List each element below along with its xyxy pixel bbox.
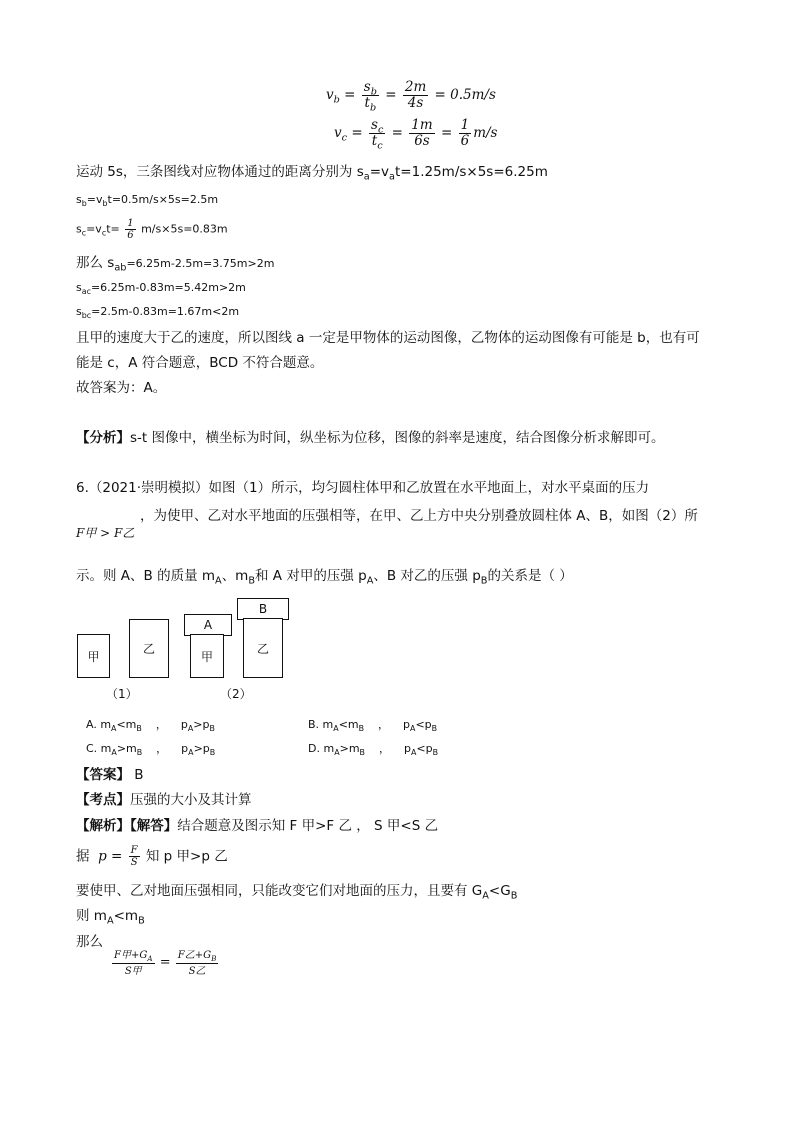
solution-analysis: 【解析】【解答】结合题意及图示知 F 甲>F 乙 ， S 甲<S 乙 [76, 818, 439, 834]
sb-line: $s_b=v_bt=0.5m/s\times 5s=2.5m$ [76, 193, 219, 209]
solution-equation: $\frac{F甲+G_A}{\text{S甲}}$ = $\frac{F乙+G_B}{\text{S乙}}$ [114, 950, 217, 977]
motion-line: 运动 5s，三条图线对应物体通过的距离分别为 $s_a=v_at=1.25m/s\times 5s=6.25m$ [76, 164, 548, 183]
cylinder-jia-fig2: 甲 [190, 634, 224, 678]
fraction-f-s: $\frac{F}{S}$ [130, 845, 138, 868]
formula-vc: $v_c$ = $\frac{s_c}{t_c}$ = $\frac{1m}{6s}$ = $\frac{1}{6}$ m/s [334, 117, 498, 152]
question-line-3: 示。则 A、B 的质量 $m_A$、$m_B$和 A 对甲的压强 $p_A$、B 对乙的压强 $p_B$的关系是（ ） [76, 568, 573, 587]
option-c[interactable]: C. $m_A>m_B$ ， $p_A>p_B$ [86, 742, 216, 758]
option-a[interactable]: A. $m_A<m_B$ ， $p_A>p_B$ [86, 718, 215, 734]
block-a: A [184, 614, 232, 636]
fraction-2m-4s: $\frac{2m}{4s}$ [404, 79, 427, 111]
sbc-line: $s_{bc}=2.5m-0.83m=1.67m<2m$ [76, 305, 240, 321]
formula-vb: $v_b$ = $\frac{s_b}{t_b}$ = $\frac{2m}{4s}$ = 0.5m/s [326, 79, 496, 114]
block-b: B [237, 598, 289, 620]
fraction-1m-6s: $\frac{1m}{6s}$ [411, 117, 433, 149]
solution-topic: 【考点】压强的大小及其计算 [76, 792, 252, 808]
option-b[interactable]: B. $m_A<m_B$ ， $p_A<p_B$ [308, 718, 438, 734]
analysis-line: 【分析】s-t 图像中，横坐标为时间，纵坐标为位移，图像的斜率是速度，结合图像分析求解即可。 [76, 430, 665, 446]
fraction-one-sixth: $\frac{1}{6}$ [127, 218, 134, 241]
solution-pressure-formula: 据 p = $\frac{F}{S}$ 知 p 甲>p 乙 [76, 845, 228, 868]
sac-line: $s_{ac}=6.25m-0.83m=5.42m>2m$ [76, 281, 246, 297]
conclusion-line-1: 且甲的速度大于乙的速度，所以图线 a 一定是甲物体的运动图像，乙物体的运动图像有可能是 b，也有可 [76, 330, 700, 346]
sab-line: 那么 $s_{ab}=6.25m-2.5m=3.75m>2m$ [76, 255, 275, 274]
sc-line: $s_c=v_ct=$ $\frac{1}{6}$ m/s×5s=0.83m [76, 218, 228, 241]
fraction-sb-tb: $\frac{s_b}{t_b}$ [363, 79, 377, 114]
conclusion-line-2: 能是 c，A 符合题意，BCD 不符合题意。 [76, 355, 324, 371]
cylinder-yi-fig2: 乙 [243, 618, 283, 678]
solution-answer: 【答案】 B [76, 767, 144, 783]
question-line-1: 6.（2021·崇明模拟）如图（1）所示，均匀圆柱体甲和乙放置在水平地面上，对水平桌面的压力 [76, 480, 650, 496]
solution-then-line: 则 $m_A<m_B$ [76, 908, 145, 927]
solution-name-line: 那么 [76, 934, 103, 950]
figure-label-2: （2） [220, 687, 252, 701]
cylinder-yi-fig1: 乙 [129, 619, 169, 678]
answer-line: 故答案为：A。 [76, 380, 167, 396]
option-d[interactable]: D. $m_A>m_B$ ， $p_A<p_B$ [308, 742, 439, 758]
solution-need-line: 要使甲、乙对地面压强相同，只能改变它们对地面的压力，且要有 $G_A<G_B$ [76, 883, 518, 902]
fraction-1-6: $\frac{1}{6}$ [460, 117, 470, 149]
question-line-2: ，为使甲、乙对水平地面的压强相等，在甲、乙上方中央分别叠放圆柱体 A、B，如图（2）所 [140, 508, 698, 524]
force-expression: F甲 > F乙 [76, 526, 135, 540]
figure-label-1: （1） [106, 687, 138, 701]
cylinder-jia-fig1: 甲 [77, 634, 110, 678]
fraction-sc-tc: $\frac{s_c}{t_c}$ [371, 117, 384, 152]
